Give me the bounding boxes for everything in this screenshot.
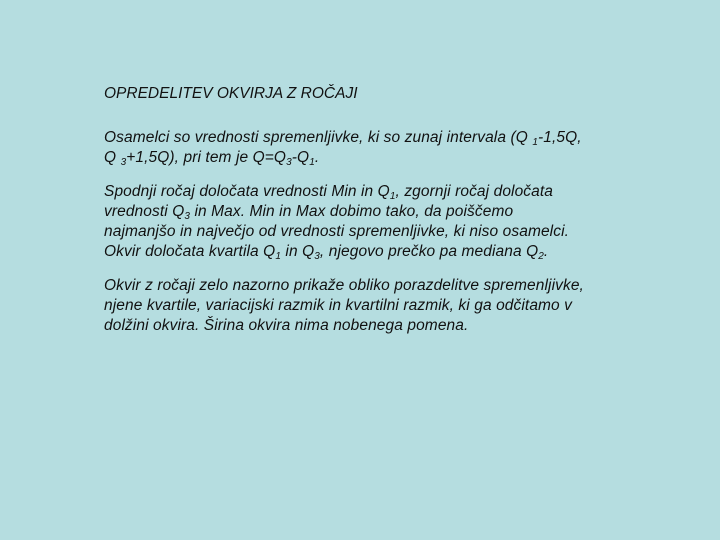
text-run: dolžini okvira. Širina okvira nima nobenega pomena. (104, 317, 469, 334)
text-run: Okvir določata kvartila Q (104, 243, 276, 260)
text-run: njene kvartile, variacijski razmik in kvartilni razmik, ki ga odčitamo v (104, 297, 573, 314)
subscript: 3 (314, 251, 320, 262)
paragraph-2 (104, 182, 664, 262)
text-run: Okvir z ročaji zelo nazorno prikaže obliko porazdelitve spremenljivke, (104, 277, 584, 294)
slide-title: OPREDELITEV OKVIRJA Z ROČAJI (104, 85, 358, 102)
text-run: Q (104, 149, 121, 166)
paragraph-3 (104, 276, 664, 336)
text-run: Spodnji ročaj določata vrednosti Min in Q (104, 183, 390, 200)
text-run: najmanjšo in največjo od vrednosti spremenljivke, ki niso osamelci. (104, 223, 570, 240)
subscript: 3 (286, 157, 292, 168)
subscript: 1 (309, 157, 315, 168)
subscript: 2 (538, 251, 544, 262)
text-run: vrednosti Q (104, 203, 185, 220)
text-run: -1,5Q, (537, 129, 582, 146)
text-run: , njegovo prečko pa mediana Q (319, 243, 539, 260)
subscript: 3 (120, 157, 127, 168)
text-run: Osamelci so vrednosti spremenljivke, ki so zunaj intervala (Q (104, 129, 533, 146)
subscript: 3 (184, 211, 191, 222)
slide-content (104, 84, 664, 350)
text-run: . (314, 149, 320, 166)
text-run: , zgornji ročaj določata (395, 183, 553, 200)
subscript: 1 (275, 251, 282, 262)
subscript: 1 (389, 191, 396, 202)
subscript: 1 (532, 137, 538, 148)
text-run: in Max. Min in Max dobimo tako, da poiščemo (190, 203, 514, 220)
text-run: -Q (291, 149, 310, 166)
text-run: +1,5Q), pri tem je Q=Q (126, 149, 287, 166)
slide-body (104, 128, 664, 336)
text-run: in Q (281, 243, 315, 260)
text-run: . (543, 243, 549, 260)
paragraph-1 (104, 128, 664, 168)
